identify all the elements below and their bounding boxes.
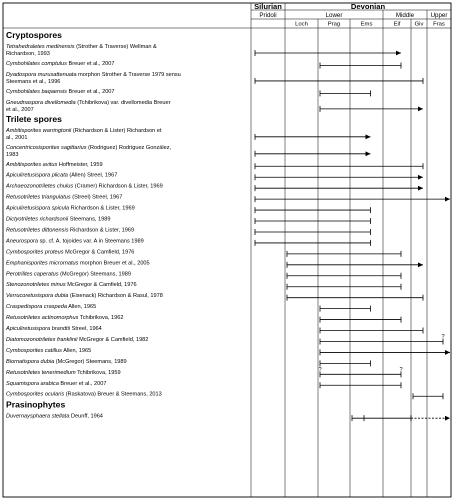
taxon-author: sp. cf. A. tojoides var. A in Steemans 1989 [38, 238, 144, 245]
taxon-label [5, 184, 163, 190]
taxon-author: morphon Breuer et al., 2005 [78, 260, 150, 267]
taxon-name: Squamispora arabica [6, 380, 59, 387]
series-label-middle: Middle [395, 12, 415, 19]
taxon-label [6, 217, 110, 223]
taxon-name: Perotrilites caperatus [6, 271, 59, 278]
taxon-author: morphon Strother & Traverse 1979 sensu [76, 71, 181, 78]
taxon-name: Cymbohilates baqaensis [6, 88, 67, 95]
taxon-label [6, 348, 91, 354]
stage-label-eif: Eif [393, 21, 401, 28]
taxon-label [6, 249, 134, 255]
series-label-pridoli: Pridoli [259, 12, 277, 19]
taxon-author: (Cramer) Richardson & Lister, 1969 [73, 183, 163, 190]
taxon-row [5, 238, 371, 246]
series-label-lower: Lower [325, 12, 343, 19]
stage-label-loch: Loch [295, 21, 308, 28]
taxon-label [5, 206, 135, 212]
taxon-row [6, 145, 371, 158]
taxon-author: (Raskatova) Breuer & Steemans, 2013 [64, 391, 162, 398]
taxon-row [5, 162, 423, 170]
taxon-row [6, 61, 401, 69]
range-end-arrow [445, 197, 450, 202]
taxon-label [5, 326, 102, 332]
taxon-name: Aneurospora [6, 238, 39, 245]
taxon-name: Ambitisporites warringtonii [6, 127, 72, 134]
taxon-label [6, 337, 148, 343]
taxon-label [5, 128, 162, 134]
taxon-row [5, 128, 371, 141]
taxon-author: Hoffmeister, 1959 [57, 161, 103, 168]
chronostratigraphy-header [254, 2, 447, 28]
taxon-name: Biornatispora dubia [6, 358, 55, 365]
taxon-author-cont: al., 2001 [6, 134, 28, 141]
taxon-row [6, 44, 401, 57]
taxon-name: Retusotriletes tenerimedium [6, 369, 76, 376]
taxon-row [6, 359, 371, 367]
taxon-label [5, 238, 144, 244]
taxon-author: Allen, 1965 [61, 347, 92, 354]
range-end-arrow [418, 106, 423, 111]
taxon-name: Cymbosporites ocularis [6, 391, 65, 398]
taxon-name: Archaeozonotriletes chulus [6, 183, 74, 190]
taxon-author: Streel, 1964 [70, 326, 102, 333]
taxon-name: Retusotriletes triangulatus [6, 194, 71, 201]
taxon-author: (Rodriguez) Rodriguez González, [86, 144, 172, 151]
range-query-start: ? [318, 366, 322, 373]
taxon-row [5, 326, 423, 334]
stage-label-prag: Prag [327, 21, 341, 28]
stage-label-ems: Ems [360, 21, 373, 28]
taxon-name: Emphanisporites micrornatus [6, 260, 79, 267]
taxon-author-cont: 1983 [6, 151, 19, 158]
taxon-name: Stenozonotriletes minus [6, 282, 66, 289]
taxon-row [6, 304, 371, 312]
taxon-label [6, 370, 121, 376]
taxon-row [6, 293, 423, 301]
stage-label-fras: Fras [433, 21, 445, 28]
taxon-row [6, 282, 401, 290]
series-label-upper: Upper [430, 12, 448, 19]
taxon-row [6, 392, 443, 400]
taxon-label [6, 72, 181, 78]
taxon-author: Deunff, 1964 [69, 413, 103, 420]
taxon-author-cont: Richardson, 1993 [6, 51, 50, 57]
taxon-label [6, 227, 134, 233]
taxon-label [6, 195, 122, 201]
taxon-label [6, 304, 96, 310]
section-title-prasinophytes: Prasinophytes [6, 399, 66, 410]
taxon-row [6, 249, 401, 256]
taxon-row [6, 100, 423, 113]
taxon-row [5, 184, 423, 192]
taxon-author: (Eisenack) Richardson & Rasul, 1978 [68, 293, 163, 300]
taxon-label [6, 100, 171, 106]
stage-label-giv: Giv [414, 21, 424, 28]
taxon-author: McGregor & Camfield, 1976 [65, 282, 137, 289]
taxon-author: Allen, 1965 [66, 304, 97, 311]
range-end-arrow [418, 175, 423, 180]
taxon-name: Apiculiretusispora brandtii [6, 326, 71, 333]
range-end-arrow [445, 416, 450, 421]
taxon-author: McGregor & Camfield, 1976 [63, 249, 135, 256]
taxon-row [6, 367, 403, 378]
taxon-name: Dyadospora murusattenuata [6, 71, 77, 78]
range-end-arrow [445, 350, 450, 355]
taxon-name: Concentricosisporites sagittarius [6, 144, 87, 151]
taxon-row [6, 414, 450, 422]
system-label-silurian: Silurian [254, 2, 282, 11]
taxon-name: Retusotriletes actinomorphus [6, 315, 79, 322]
taxon-row [6, 260, 423, 268]
section-title-cryptospores: Cryptospores [6, 30, 62, 40]
taxon-name: Diatomozonotriletes franklinii [6, 336, 78, 343]
taxon-author-cont: et al., 2007 [6, 106, 34, 113]
taxon-label [6, 145, 172, 151]
taxon-author: (Strother & Traverse) Wellman & [74, 44, 157, 50]
taxon-row [6, 348, 450, 356]
taxon-name: Retusotriletes dittonensis [6, 227, 69, 234]
taxon-name: Cymbohilates comptulus [6, 60, 67, 67]
taxon-label [6, 381, 106, 387]
taxon-name: Tetrahedraletes medinensis [6, 44, 75, 50]
taxon-name: Verrucoretusispora dubia [6, 293, 69, 300]
taxon-author: Breuer et al., 2007 [58, 380, 107, 387]
taxon-label [6, 392, 162, 398]
taxon-row [6, 271, 401, 279]
range-end-arrow [418, 262, 423, 267]
taxon-author-cont: Steemans et al., 1996 [6, 78, 61, 85]
range-end-arrow [366, 151, 371, 156]
taxon-row [5, 206, 371, 214]
taxon-label [6, 61, 115, 67]
taxon-author: McGregor & Camfield, 1982 [77, 336, 149, 343]
taxon-row [6, 217, 371, 225]
taxon-label [6, 44, 157, 50]
taxon-author: Tchibrikova, 1959 [75, 369, 121, 376]
taxon-name: Gneudnaspora divellomedia [6, 99, 76, 106]
taxon-label [6, 359, 127, 365]
section-title-trilete-spores: Trilete spores [6, 113, 62, 124]
range-end-arrow [396, 51, 401, 56]
range-query-end: ? [441, 333, 445, 340]
taxon-row [6, 195, 450, 203]
taxon-name: Cymbosporites proteus [6, 249, 64, 256]
taxon-label [6, 89, 115, 95]
range-query-end: ? [399, 366, 403, 373]
taxon-label [6, 293, 163, 299]
taxon-author: (Streel) Streel, 1967 [70, 194, 123, 201]
taxon-label [5, 173, 117, 179]
taxon-name: Duvernaysphaera stellata [6, 413, 70, 420]
taxon-author: Richardson & Lister, 1969 [69, 205, 135, 212]
taxon-author: Tchibrikova, 1962 [78, 315, 124, 322]
taxon-author: (Tchibrikova) var. divellomedia Breuer [75, 99, 171, 106]
taxon-row [6, 227, 371, 235]
taxon-row [6, 334, 445, 345]
taxon-author: (Allen) Streel, 1967 [67, 172, 118, 179]
system-label-devonian: Devonian [350, 2, 386, 11]
taxon-author: (McGregor) Steemans, 1989 [58, 271, 131, 278]
taxon-label [6, 315, 123, 321]
taxon-label [6, 414, 103, 420]
taxon-label [6, 271, 131, 277]
taxon-label [5, 162, 103, 168]
taxon-author: (Richardson & Lister) Richardson et [71, 127, 162, 134]
taxon-author: Breuer et al., 2007 [66, 88, 115, 95]
range-end-arrow [366, 134, 371, 139]
taxon-row [6, 315, 401, 323]
taxon-label [6, 282, 137, 288]
taxon-author: (McGregor) Steemans, 1989 [54, 358, 127, 365]
taxon-row [5, 173, 423, 181]
taxon-name: Ambitisporites avitus [6, 161, 58, 168]
taxon-author: Steemans, 1989 [68, 216, 111, 223]
taxon-name: Apiculiretusispora plicata [6, 172, 68, 179]
taxon-label [6, 260, 150, 266]
taxon-name: Craspedispora craspeda [6, 304, 67, 311]
taxon-row [6, 381, 401, 389]
taxon-author: Richardson & Lister, 1969 [68, 227, 135, 234]
taxon-name: Dictyotriletes richardsonii [6, 216, 69, 223]
taxon-row [6, 72, 423, 85]
taxon-row [6, 89, 371, 97]
taxon-name: Apiculiretusispora spicula [6, 205, 70, 212]
taxon-author: Breuer et al., 2007 [66, 60, 115, 67]
range-end-arrow [418, 186, 423, 191]
taxon-name: Cymbosporites catillus [6, 347, 62, 354]
